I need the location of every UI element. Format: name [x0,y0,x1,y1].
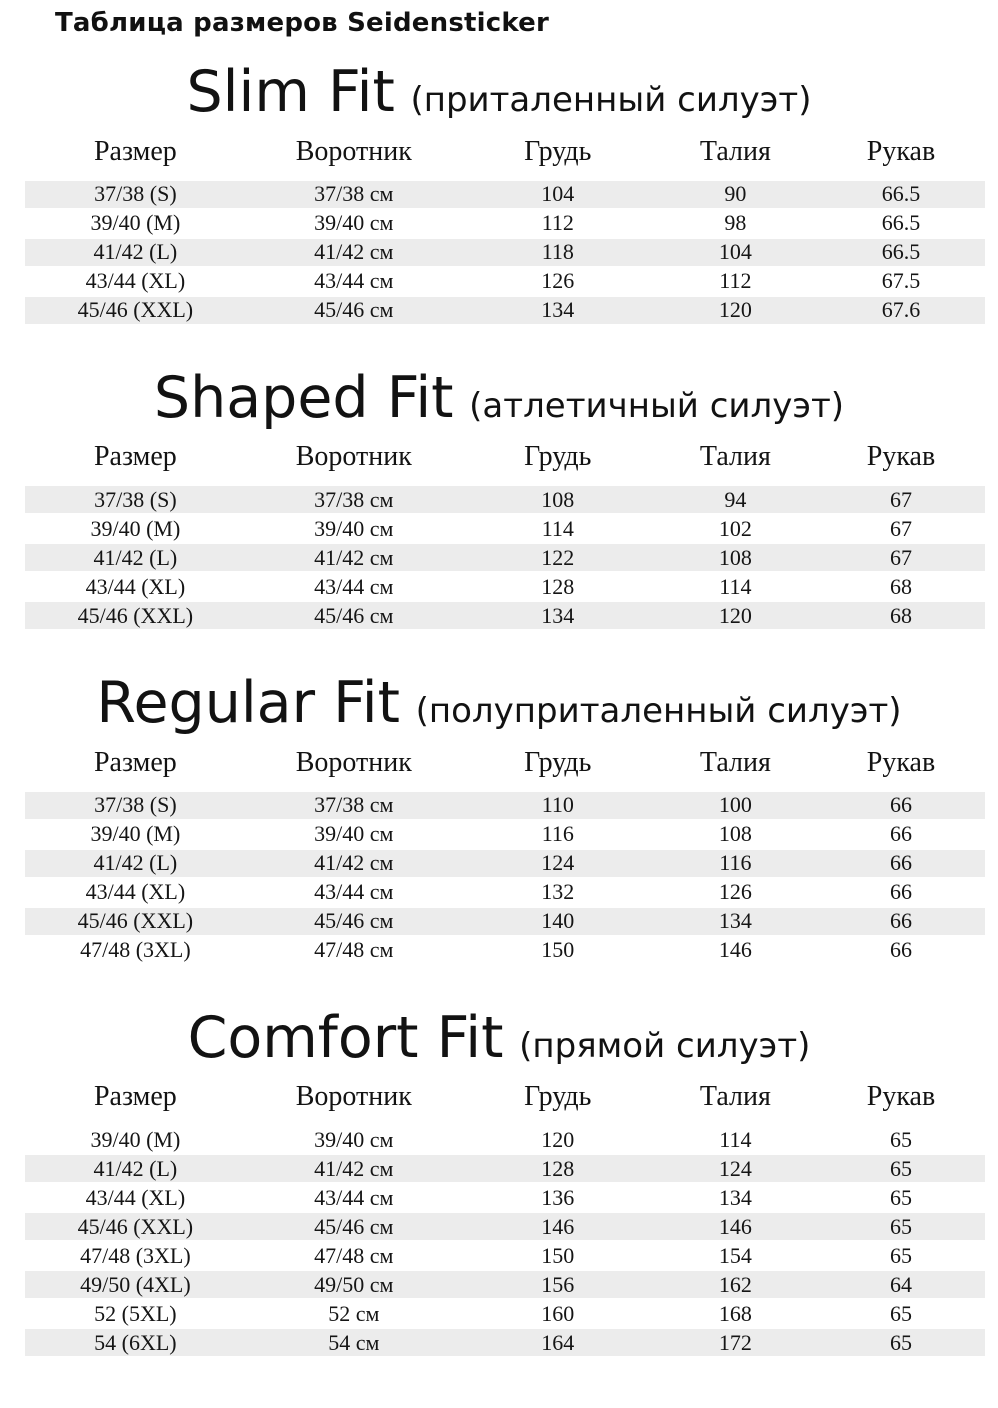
section-slim-fit [0,59,998,326]
table-cell: 68 [817,572,985,601]
table-row [25,572,985,601]
table-row [25,1270,985,1299]
table-cell: 118 [462,238,654,267]
section-title-regular-fit [0,670,998,737]
fit-subtitle: (приталенный силуэт) [410,80,812,120]
column-header-waist: Талия [699,746,771,778]
table-cell: 43/44 см [246,878,462,907]
table-cell: 124 [654,1154,817,1183]
table-cell: 37/38 см [246,181,462,209]
table-cell: 37/38 (S) [25,792,246,820]
fit-name: Shaped Fit [153,364,454,431]
table-cell: 132 [462,878,654,907]
fit-name: Regular Fit [96,670,400,737]
table-cell: 43/44 см [246,1183,462,1212]
table-cell: 66 [817,907,985,936]
table-row [25,1154,985,1183]
table-cell: 162 [654,1270,817,1299]
table-cell: 54 см [246,1328,462,1357]
table-cell: 66 [817,792,985,820]
table-cell: 134 [654,907,817,936]
table-cell: 43/44 см [246,572,462,601]
table-cell: 126 [654,878,817,907]
table-row [25,849,985,878]
table-cell: 39/40 см [246,209,462,238]
table-cell: 116 [462,820,654,849]
table-cell: 65 [817,1299,985,1328]
table-cell: 52 см [246,1299,462,1328]
table-cell: 66 [817,849,985,878]
column-header-collar: Воротник [295,1081,412,1113]
column-header-waist: Талия [699,1081,771,1113]
table-row [25,296,985,325]
table-cell: 43/44 (XL) [25,878,246,907]
table-row [25,820,985,849]
column-header-sleeve: Рукав [866,135,936,167]
column-header-collar: Воротник [295,746,412,778]
table-cell: 112 [654,267,817,296]
table-cell: 39/40 см [246,514,462,543]
table-header-row [25,1081,985,1126]
table-cell: 128 [462,1154,654,1183]
page-title: Таблица размеров Seidensticker [55,8,549,38]
table-cell: 146 [654,936,817,965]
table-cell: 98 [654,209,817,238]
table-cell: 150 [462,936,654,965]
table-cell: 150 [462,1241,654,1270]
table-cell: 156 [462,1270,654,1299]
table-header-row [25,136,985,181]
table-cell: 47/48 см [246,936,462,965]
table-cell: 140 [462,907,654,936]
table-cell: 39/40 см [246,820,462,849]
column-header-size: Размер [93,441,177,473]
column-header-sleeve: Рукав [866,1081,936,1113]
table-row [25,181,985,209]
column-header-size: Размер [93,135,177,167]
table-cell: 39/40 см [246,1126,462,1154]
table-cell: 41/42 см [246,1154,462,1183]
table-row [25,1126,985,1154]
table-cell: 154 [654,1241,817,1270]
table-cell: 114 [654,1126,817,1154]
section-regular-fit [0,670,998,966]
table-cell: 66.5 [817,238,985,267]
table-cell: 66.5 [817,209,985,238]
slim-fit-table [25,136,985,326]
table-cell: 49/50 (4XL) [25,1270,246,1299]
table-cell: 65 [817,1154,985,1183]
comfort-fit-table [25,1081,985,1358]
table-cell: 168 [654,1299,817,1328]
table-cell: 45/46 см [246,296,462,325]
table-cell: 146 [654,1212,817,1241]
table-cell: 37/38 см [246,792,462,820]
table-cell: 43/44 см [246,267,462,296]
section-title-comfort-fit [0,1004,998,1071]
table-cell: 66 [817,820,985,849]
table-cell: 45/46 (XXL) [25,907,246,936]
table-row [25,1212,985,1241]
table-cell: 47/48 (3XL) [25,936,246,965]
column-header-chest: Грудь [524,441,592,473]
table-cell: 120 [654,296,817,325]
table-cell: 37/38 (S) [25,181,246,209]
table-cell: 90 [654,181,817,209]
shaped-fit-table [25,441,985,631]
table-cell: 136 [462,1183,654,1212]
section-shaped-fit [0,364,998,632]
table-row [25,936,985,965]
section-title-shaped-fit [0,364,998,431]
table-cell: 47/48 см [246,1241,462,1270]
table-header-row [25,747,985,792]
table-cell: 120 [462,1126,654,1154]
column-header-chest: Грудь [524,135,592,167]
table-cell: 65 [817,1212,985,1241]
table-cell: 114 [654,572,817,601]
table-cell: 114 [462,514,654,543]
table-cell: 45/46 (XXL) [25,601,246,630]
table-cell: 126 [462,267,654,296]
table-row [25,238,985,267]
table-cell: 120 [654,601,817,630]
fit-subtitle: (атлетичный силуэт) [469,385,845,426]
table-cell: 37/38 (S) [25,486,246,514]
table-cell: 65 [817,1126,985,1154]
column-header-chest: Грудь [524,1081,592,1113]
section-comfort-fit [0,1004,998,1359]
section-title-slim-fit [0,59,998,125]
table-header-row [25,441,985,486]
column-header-size: Размер [93,746,177,778]
table-cell: 39/40 (M) [25,820,246,849]
table-row [25,486,985,514]
table-cell: 64 [817,1270,985,1299]
table-row [25,601,985,630]
column-header-waist: Талия [699,441,771,473]
table-cell: 43/44 (XL) [25,267,246,296]
table-cell: 37/38 см [246,486,462,514]
table-cell: 39/40 (M) [25,1126,246,1154]
table-cell: 47/48 (3XL) [25,1241,246,1270]
table-cell: 45/46 см [246,1212,462,1241]
table-row [25,1241,985,1270]
table-cell: 100 [654,792,817,820]
table-row [25,792,985,820]
table-cell: 102 [654,514,817,543]
table-row [25,209,985,238]
table-cell: 45/46 см [246,601,462,630]
table-cell: 124 [462,849,654,878]
table-row [25,1328,985,1357]
table-cell: 67 [817,514,985,543]
table-cell: 41/42 (L) [25,1154,246,1183]
table-row [25,1299,985,1328]
table-cell: 108 [654,543,817,572]
table-cell: 68 [817,601,985,630]
table-cell: 41/42 (L) [25,238,246,267]
fit-subtitle: (прямой силуэт) [519,1025,811,1066]
table-cell: 67.6 [817,296,985,325]
table-row [25,1183,985,1212]
table-cell: 134 [654,1183,817,1212]
table-cell: 45/46 (XXL) [25,296,246,325]
table-cell: 39/40 (M) [25,514,246,543]
table-cell: 104 [462,181,654,209]
table-cell: 110 [462,792,654,820]
column-header-waist: Талия [699,135,771,167]
column-header-size: Размер [93,1081,177,1113]
table-cell: 49/50 см [246,1270,462,1299]
table-row [25,514,985,543]
table-cell: 116 [654,849,817,878]
fit-name: Slim Fit [186,59,395,125]
table-cell: 67 [817,486,985,514]
regular-fit-table [25,747,985,966]
table-cell: 67.5 [817,267,985,296]
table-cell: 134 [462,296,654,325]
table-cell: 41/42 (L) [25,849,246,878]
table-cell: 67 [817,543,985,572]
table-cell: 112 [462,209,654,238]
column-header-sleeve: Рукав [866,746,936,778]
table-cell: 122 [462,543,654,572]
column-header-collar: Воротник [295,441,412,473]
table-cell: 52 (5XL) [25,1299,246,1328]
table-cell: 66 [817,936,985,965]
table-cell: 41/42 см [246,543,462,572]
table-cell: 108 [462,486,654,514]
fit-name: Comfort Fit [187,1004,504,1071]
table-cell: 108 [654,820,817,849]
fit-subtitle: (полуприталенный силуэт) [415,691,902,732]
table-cell: 65 [817,1328,985,1357]
table-cell: 65 [817,1183,985,1212]
table-cell: 41/42 (L) [25,543,246,572]
table-cell: 164 [462,1328,654,1357]
table-cell: 66.5 [817,181,985,209]
table-cell: 45/46 см [246,907,462,936]
column-header-chest: Грудь [524,746,592,778]
table-row [25,878,985,907]
table-row [25,543,985,572]
table-cell: 94 [654,486,817,514]
table-cell: 39/40 (M) [25,209,246,238]
table-cell: 134 [462,601,654,630]
table-cell: 66 [817,878,985,907]
column-header-sleeve: Рукав [866,441,936,473]
table-cell: 172 [654,1328,817,1357]
table-row [25,907,985,936]
table-row [25,267,985,296]
table-cell: 45/46 (XXL) [25,1212,246,1241]
table-cell: 41/42 см [246,238,462,267]
table-cell: 43/44 (XL) [25,572,246,601]
table-cell: 160 [462,1299,654,1328]
table-cell: 65 [817,1241,985,1270]
table-cell: 146 [462,1212,654,1241]
table-cell: 104 [654,238,817,267]
table-cell: 54 (6XL) [25,1328,246,1357]
column-header-collar: Воротник [295,135,412,167]
table-cell: 41/42 см [246,849,462,878]
table-cell: 43/44 (XL) [25,1183,246,1212]
table-cell: 128 [462,572,654,601]
